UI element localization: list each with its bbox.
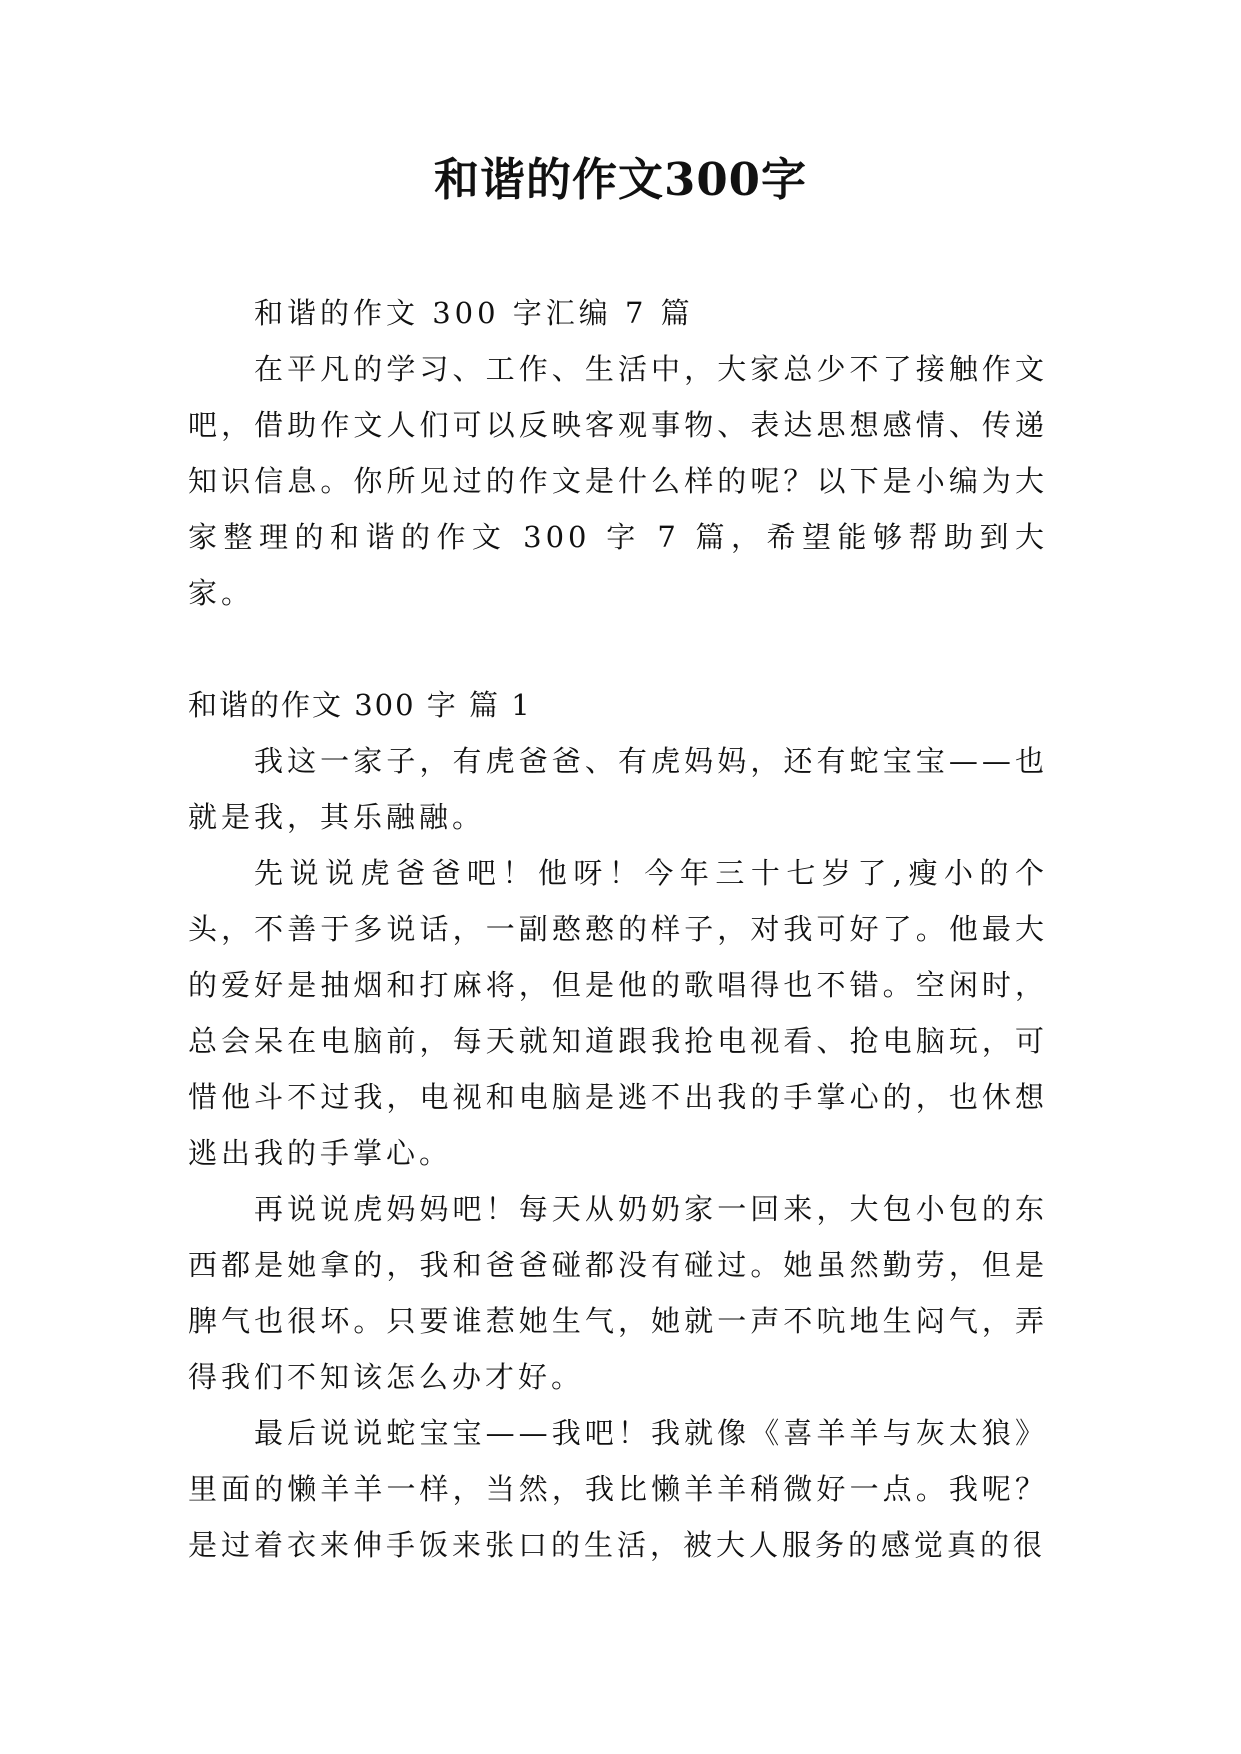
document-body [188, 285, 1048, 1573]
body-paragraph: 我这一家子，有虎爸爸、有虎妈妈，还有蛇宝宝——也就是我，其乐融融。 [188, 744, 1048, 834]
intro-paragraph: 在平凡的学习、工作、生活中，大家总少不了接触作文吧，借助作文人们可以反映客观事物、表达思想感情、传递知识信息。你所见过的作文是什么样的呢？以下是小编为大家整理的和谐的作文 300 字 7 篇，希望能够帮助到大家。 [188, 352, 1048, 610]
document-title: 和谐的作文300字 [434, 153, 807, 206]
body-paragraph: 最后说说蛇宝宝——我吧！我就像《喜羊羊与灰太狼》里面的懒羊羊一样，当然，我比懒羊羊稍微好一点。我呢？是过着衣来伸手饭来张口的生活，被大人服务的感觉真的很 [188, 1416, 1048, 1562]
document-subtitle: 和谐的作文 300 字汇编 7 篇 [254, 296, 694, 330]
section-heading: 和谐的作文 300 字 篇 1 [188, 688, 532, 722]
body-paragraph: 先说说虎爸爸吧！他呀！今年三十七岁了,瘦小的个头，不善于多说话，一副憨憨的样子，对我可好了。他最大的爱好是抽烟和打麻将，但是他的歌唱得也不错。空闲时，总会呆在电脑前，每天就知道跟我抢电视看、抢电脑玩，可惜他斗不过我，电视和电脑是逃不出我的手掌心的，也休想逃出我的手掌心。 [188, 856, 1048, 1170]
body-paragraph: 再说说虎妈妈吧！每天从奶奶家一回来，大包小包的东西都是她拿的，我和爸爸碰都没有碰过。她虽然勤劳，但是脾气也很坏。只要谁惹她生气，她就一声不吭地生闷气，弄得我们不知该怎么办才好。 [188, 1192, 1048, 1394]
